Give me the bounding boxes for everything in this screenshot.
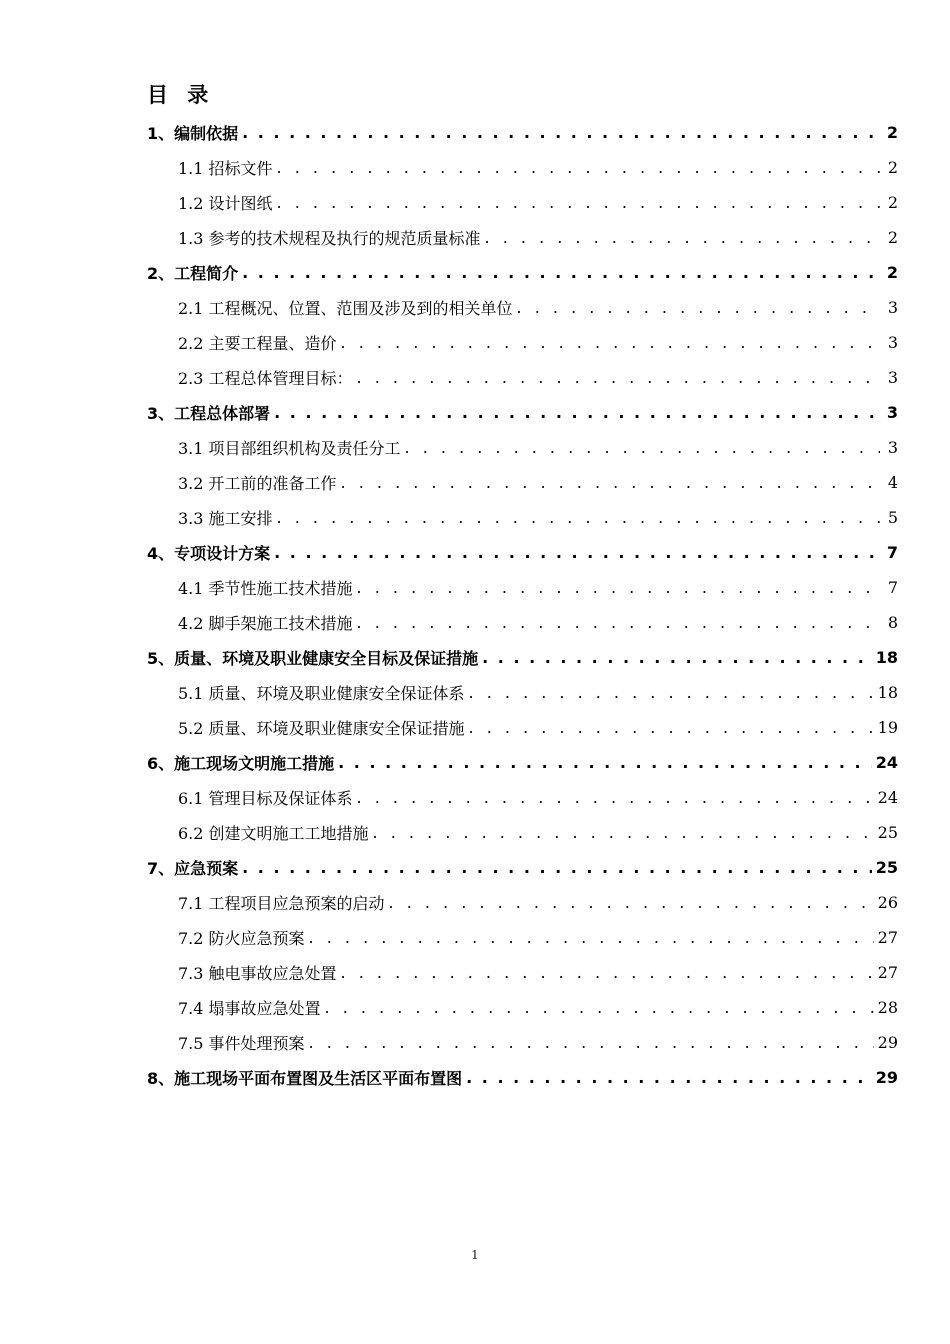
toc-subsection-entry[interactable] [0, 885, 950, 920]
toc-section-entry[interactable] [0, 255, 950, 290]
toc-entry-title: 7.4 塌事故应急处置 [178, 999, 321, 1018]
toc-subsection-entry[interactable] [0, 500, 950, 535]
toc-entry-title: 5.2 质量、环境及职业健康安全保证措施 [178, 719, 465, 738]
toc-entry-page-number: 24 [877, 788, 898, 807]
toc-dot-leader [309, 930, 874, 946]
toc-entry-page-number: 5 [887, 508, 898, 527]
toc-entry-title: 1、编制依据 [147, 124, 239, 143]
toc-entry-page-number: 18 [875, 648, 898, 667]
toc-subsection-entry[interactable] [0, 430, 950, 465]
toc-entry-page-number: 3 [887, 333, 898, 352]
toc-subsection-entry[interactable] [0, 710, 950, 745]
toc-title: 目 录 [147, 83, 215, 107]
toc-entry-page-number: 24 [875, 753, 898, 772]
toc-subsection-entry[interactable] [0, 325, 950, 360]
toc-dot-leader [277, 510, 880, 526]
toc-subsection-entry[interactable] [0, 570, 950, 605]
toc-entry-title: 2.2 主要工程量、造价 [178, 334, 337, 353]
toc-entry-page-number: 8 [887, 613, 898, 632]
toc-entry-title: 2.1 工程概况、位置、范围及涉及到的相关单位 [178, 299, 513, 318]
toc-entry-page-number: 27 [877, 928, 898, 947]
toc-subsection-entry[interactable] [0, 465, 950, 500]
toc-entry-page-number: 28 [877, 998, 898, 1017]
toc-entry-title: 7.5 事件处理预案 [178, 1034, 305, 1053]
toc-dot-leader [357, 580, 880, 596]
toc-subsection-entry[interactable] [0, 360, 950, 395]
toc-subsection-entry[interactable] [0, 675, 950, 710]
toc-entry-page-number: 2 [886, 123, 898, 142]
toc-dot-leader [325, 1000, 874, 1016]
toc-section-entry[interactable] [0, 640, 950, 675]
toc-entry-page-number: 2 [887, 228, 898, 247]
toc-entry-title: 1.2 设计图纸 [178, 194, 273, 213]
toc-dot-leader [405, 440, 880, 456]
toc-entry-title: 2.3 工程总体管理目标： [178, 369, 353, 388]
toc-section-entry[interactable] [0, 850, 950, 885]
toc-entry-title: 3.1 项目部组织机构及责任分工 [178, 439, 401, 458]
toc-entry-title: 6、施工现场文明施工措施 [147, 754, 335, 773]
toc-entry-title: 5、质量、环境及职业健康安全目标及保证措施 [147, 649, 479, 668]
toc-entry-title: 8、施工现场平面布置图及生活区平面布置图 [147, 1069, 463, 1088]
toc-entry-page-number: 4 [887, 473, 898, 492]
toc-dot-leader [274, 405, 880, 421]
toc-subsection-entry[interactable] [0, 990, 950, 1025]
toc-dot-leader [357, 790, 874, 806]
toc-subsection-entry[interactable] [0, 605, 950, 640]
toc-dot-leader [242, 265, 880, 281]
toc-entry-page-number: 19 [877, 718, 898, 737]
toc-subsection-entry[interactable] [0, 955, 950, 990]
toc-entry-title: 1.3 参考的技术规程及执行的规范质量标准 [178, 229, 481, 248]
toc-entry-page-number: 29 [875, 1068, 898, 1087]
toc-entry-title: 4.1 季节性施工技术措施 [178, 579, 353, 598]
toc-entry-page-number: 7 [886, 543, 898, 562]
toc-dot-leader [357, 370, 880, 386]
toc-subsection-entry[interactable] [0, 815, 950, 850]
page-number: 1 [471, 1248, 479, 1262]
toc-entry-title: 4.2 脚手架施工技术措施 [178, 614, 353, 633]
toc-entry-title: 3.3 施工安排 [178, 509, 273, 528]
toc-entry-title: 5.1 质量、环境及职业健康安全保证体系 [178, 684, 465, 703]
toc-dot-leader [341, 335, 880, 351]
toc-entry-page-number: 3 [887, 368, 898, 387]
toc-dot-leader [482, 650, 872, 666]
toc-entry-page-number: 2 [887, 158, 898, 177]
toc-entry-title: 7.1 工程项目应急预案的启动 [178, 894, 385, 913]
toc-dot-leader [309, 1035, 874, 1051]
toc-dot-leader [274, 545, 880, 561]
toc-entry-page-number: 25 [875, 858, 898, 877]
toc-entry-title: 7.2 防火应急预案 [178, 929, 305, 948]
toc-entry-title: 7.3 触电事故应急处置 [178, 964, 337, 983]
toc-entry-title: 1.1 招标文件 [178, 159, 273, 178]
toc-dot-leader [357, 615, 880, 631]
toc-entry-page-number: 3 [887, 298, 898, 317]
toc-dot-leader [277, 160, 880, 176]
toc-section-entry[interactable] [0, 115, 950, 150]
toc-entry-title: 7、应急预案 [147, 859, 239, 878]
toc-dot-leader [469, 720, 874, 736]
toc-subsection-entry[interactable] [0, 185, 950, 220]
toc-subsection-entry[interactable] [0, 290, 950, 325]
toc-subsection-entry[interactable] [0, 780, 950, 815]
toc-section-entry[interactable] [0, 745, 950, 780]
toc-dot-leader [242, 860, 872, 876]
toc-entry-page-number: 26 [877, 893, 898, 912]
toc-entry-page-number: 29 [877, 1033, 898, 1052]
toc-subsection-entry[interactable] [0, 920, 950, 955]
toc-entry-page-number: 25 [877, 823, 898, 842]
toc-entry-title: 6.2 创建文明施工工地措施 [178, 824, 369, 843]
toc-subsection-entry[interactable] [0, 150, 950, 185]
toc-entry-page-number: 2 [887, 193, 898, 212]
toc-subsection-entry[interactable] [0, 1025, 950, 1060]
toc-entry-title: 3.2 开工前的准备工作 [178, 474, 337, 493]
toc-dot-leader [277, 195, 880, 211]
toc-entry-title: 6.1 管理目标及保证体系 [178, 789, 353, 808]
toc-entry-page-number: 18 [877, 683, 898, 702]
toc-dot-leader [466, 1070, 872, 1086]
toc-dot-leader [389, 895, 874, 911]
toc-section-entry[interactable] [0, 535, 950, 570]
toc-dot-leader [373, 825, 874, 841]
toc-entry-page-number: 27 [877, 963, 898, 982]
toc-entry-page-number: 3 [887, 438, 898, 457]
toc-dot-leader [341, 475, 880, 491]
toc-entry-title: 3、工程总体部署 [147, 404, 271, 423]
toc-entry-page-number: 3 [886, 403, 898, 422]
toc-dot-leader [341, 965, 874, 981]
toc-dot-leader [517, 300, 880, 316]
toc-section-entry[interactable] [0, 395, 950, 430]
toc-dot-leader [469, 685, 874, 701]
toc-dot-leader [485, 230, 880, 246]
toc-dot-leader [338, 755, 872, 771]
toc-entry-title: 2、工程简介 [147, 264, 239, 283]
toc-entry-title: 4、专项设计方案 [147, 544, 271, 563]
toc-subsection-entry[interactable] [0, 220, 950, 255]
toc-dot-leader [242, 125, 880, 141]
toc-list [0, 115, 950, 1095]
toc-section-entry[interactable] [0, 1060, 950, 1095]
toc-entry-page-number: 7 [887, 578, 898, 597]
toc-entry-page-number: 2 [886, 263, 898, 282]
